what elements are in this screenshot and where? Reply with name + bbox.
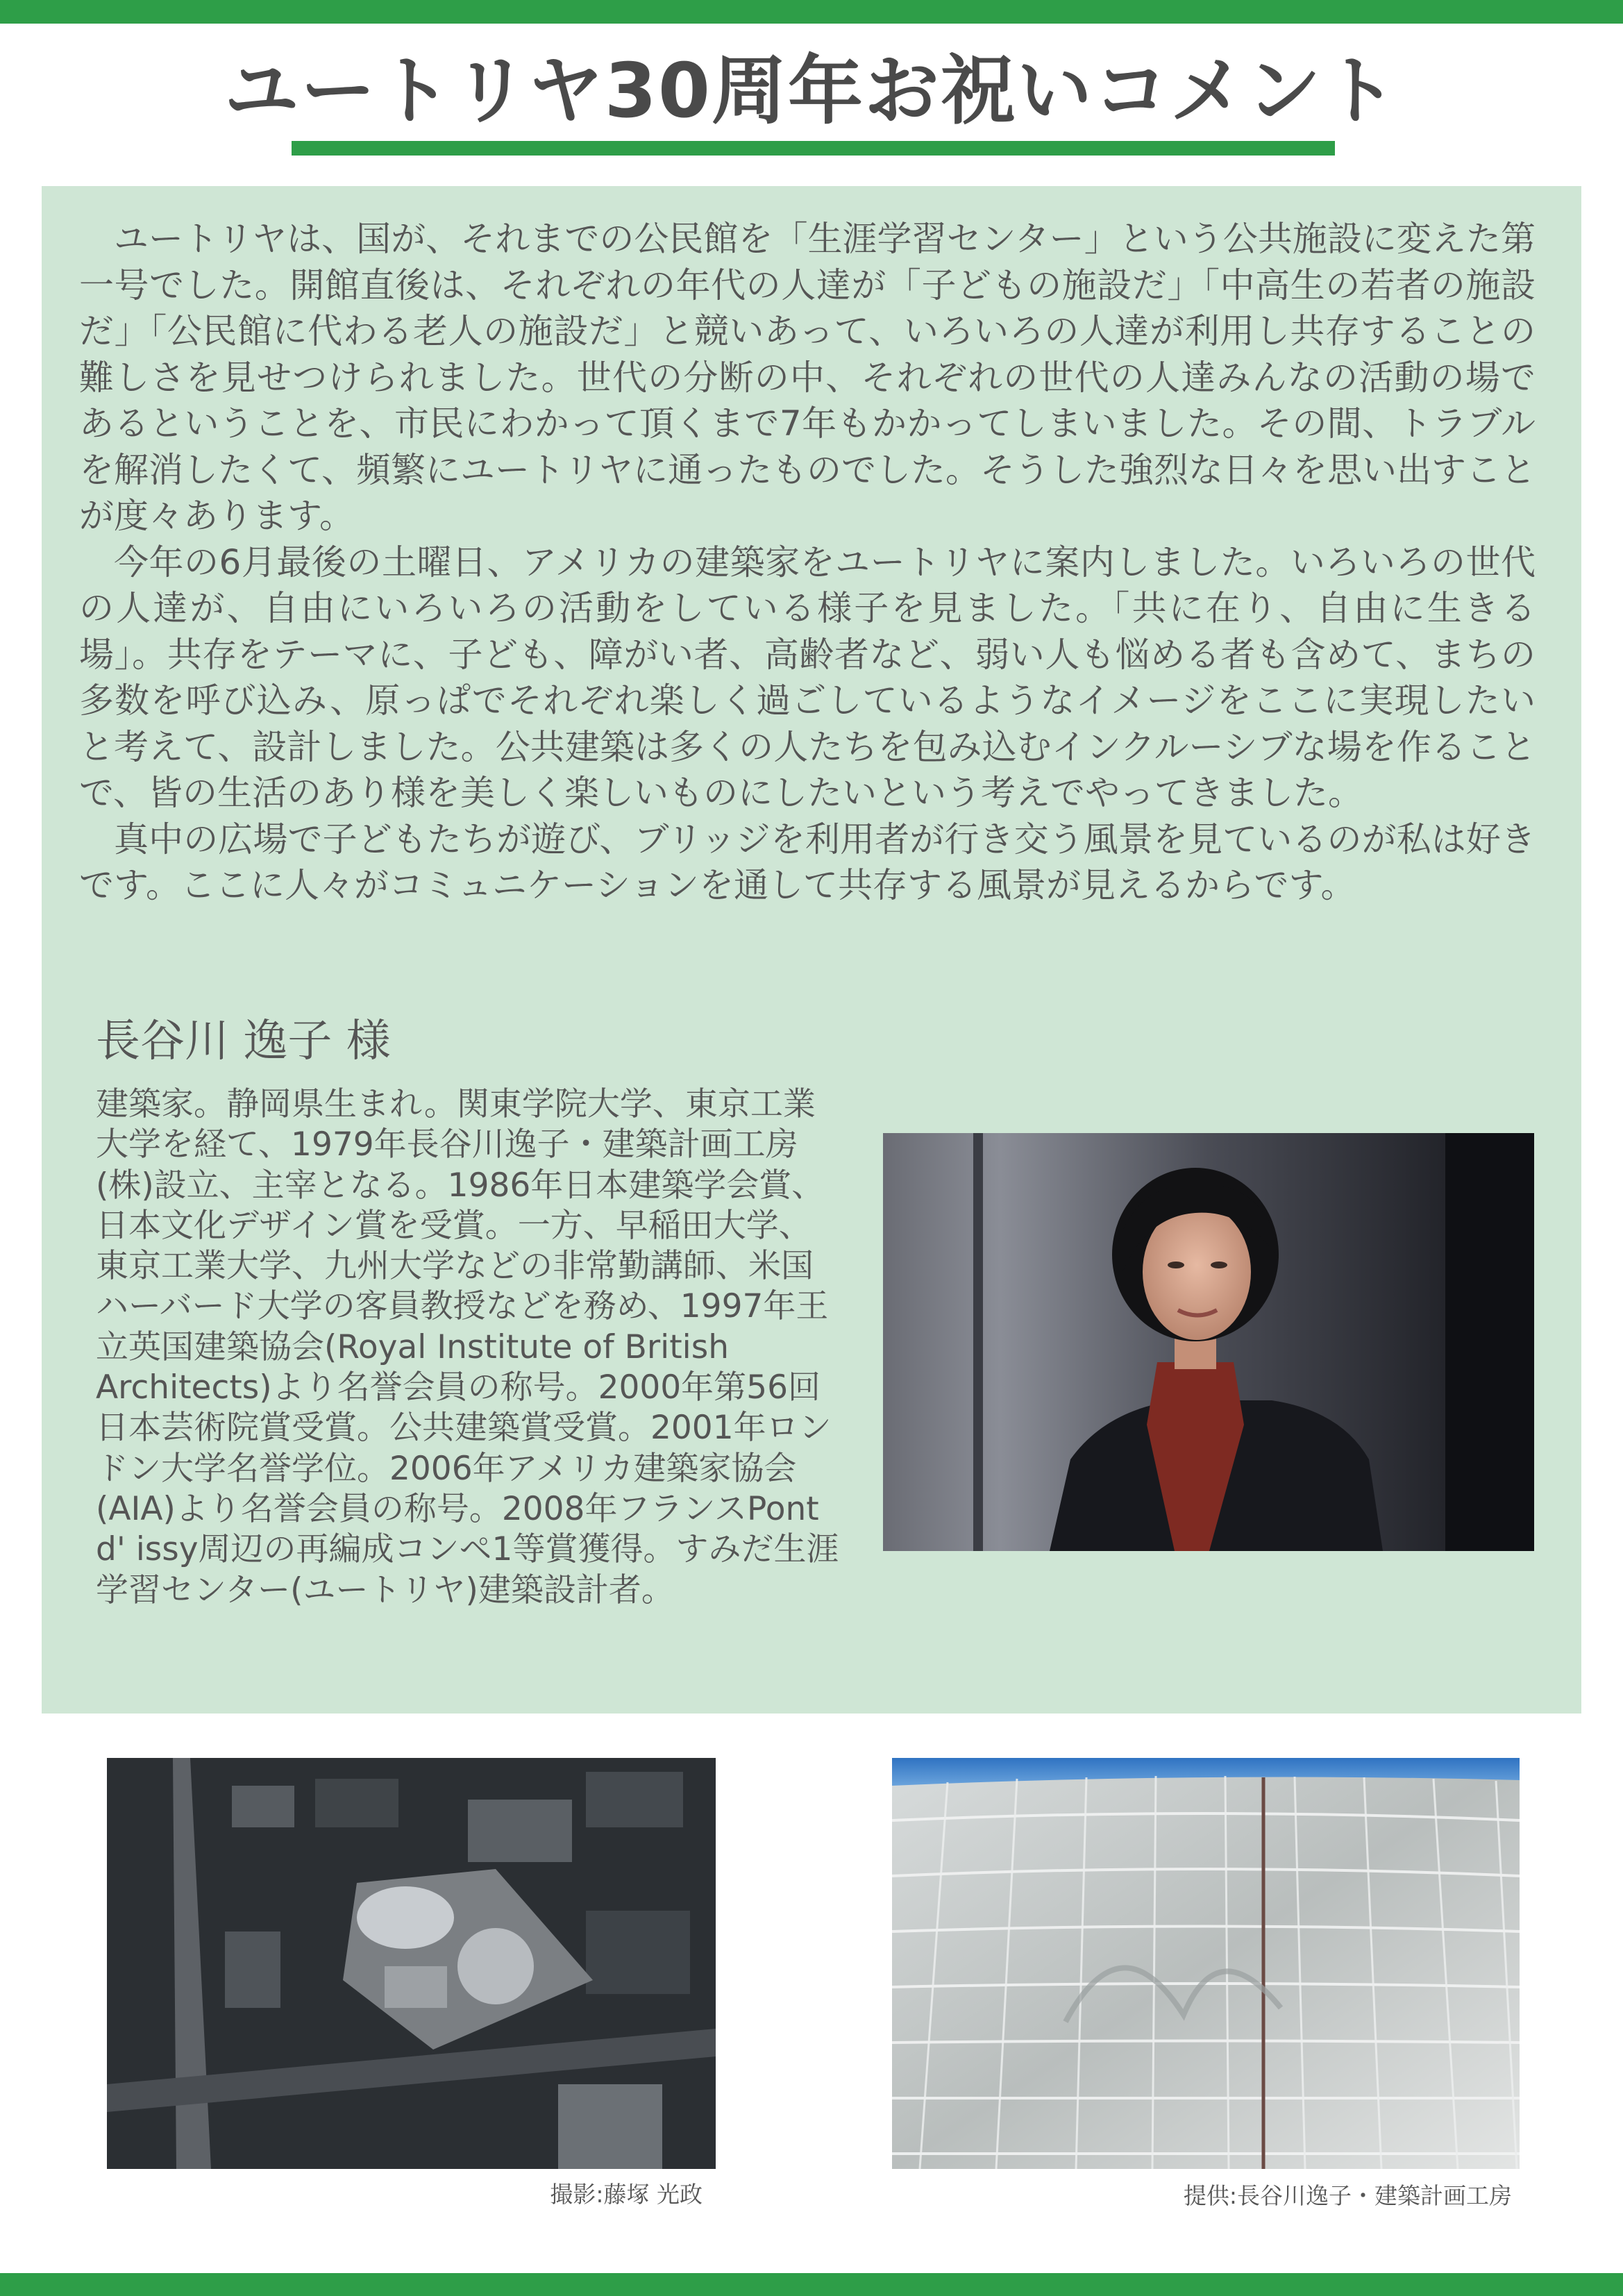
facade-illustration <box>892 1758 1520 2169</box>
person-name: 長谷川 逸子 様 <box>96 1016 391 1067</box>
bottom-green-bar <box>0 2273 1623 2296</box>
aerial-illustration <box>107 1758 716 2169</box>
portrait-photo <box>883 1133 1534 1551</box>
comment-paragraph-1: ユートリヤは、国が、それまでの公民館を「生涯学習センター」という公共施設に変えた第一号でした。開館直後は、それぞれの年代の人達が「子どもの施設だ」「中高生の若者の施設だ」「公民館に代わる老人の施設だ」と競いあって、いろいろの人達が利用し共存することの難しさを見せつけられました。世代の分断の中、それぞれの世代の人達みんなの活動の場であるということを、市民にわかって頂くまで7年もかかってしまいました。その間、トラブルを解消したくて、頻繁にユートリヤに通ったものでした。そうした強烈な日々を思い出すことが度々あります。 <box>79 219 1536 536</box>
comment-paragraph-2: 今年の6月最後の土曜日、アメリカの建築家をユートリヤに案内しました。いろいろの世代の人達が、自由にいろいろの活動をしている様子を見ました。「共に在り、自由に生きる場」。共存をテーマに、子ども、障がい者、高齢者など、弱い人も悩める者も含めて、まちの多数を呼び込み、原っぱでそれぞれ楽しく過ごしているようなイメージをここに実現したいと考えて、設計しました。公共建築は多くの人たちを包み込むインクルーシブな場を作ることで、皆の生活のあり様を美しく楽しいものにしたいという考えでやってきました。 <box>79 542 1536 813</box>
left-photo-credit: 撮影:藤塚 光政 <box>550 2181 703 2208</box>
person-bio: 建築家。静岡県生まれ。関東学院大学、東京工業大学を経て、1979年長谷川逸子・建築計画工房(株)設立、主宰となる。1986年日本建築学会賞、日本文化デザイン賞を受賞。一方、早稲田大学、東京工業大学、九州大学などの非常勤講師、米国ハーバード大学の客員教授などを務め、1997年王立英国建築協会(Royal Institute of British Architects)より名誉会員の称号。2000年第56回日本芸術院賞受賞。公共建築賞受賞。2001年ロンドン大学名誉学位。2006年アメリカ建築家協会(AIA)より名誉会員の称号。2008年フランスPont d' issy周辺の再編成コンペ1等賞獲得。すみだ生涯学習センター(ユートリヤ)建築設計者。 <box>96 1085 839 1609</box>
aerial-building-photo <box>107 1758 716 2169</box>
comment-body <box>79 216 1536 909</box>
right-photo-credit: 提供:長谷川逸子・建築計画工房 <box>1183 2182 1512 2209</box>
comment-paragraph-3: 真中の広場で子どもたちが遊び、ブリッジを利用者が行き交う風景を見ているのが私は好きです。ここに人々がコミュニケーションを通して共存する風景が見えるからです。 <box>79 819 1536 905</box>
portrait-illustration <box>883 1133 1534 1551</box>
facade-photo <box>892 1758 1520 2169</box>
top-green-bar <box>0 0 1623 24</box>
title-underline <box>292 141 1335 156</box>
page-title: ユートリヤ30周年お祝いコメント <box>224 48 1399 135</box>
